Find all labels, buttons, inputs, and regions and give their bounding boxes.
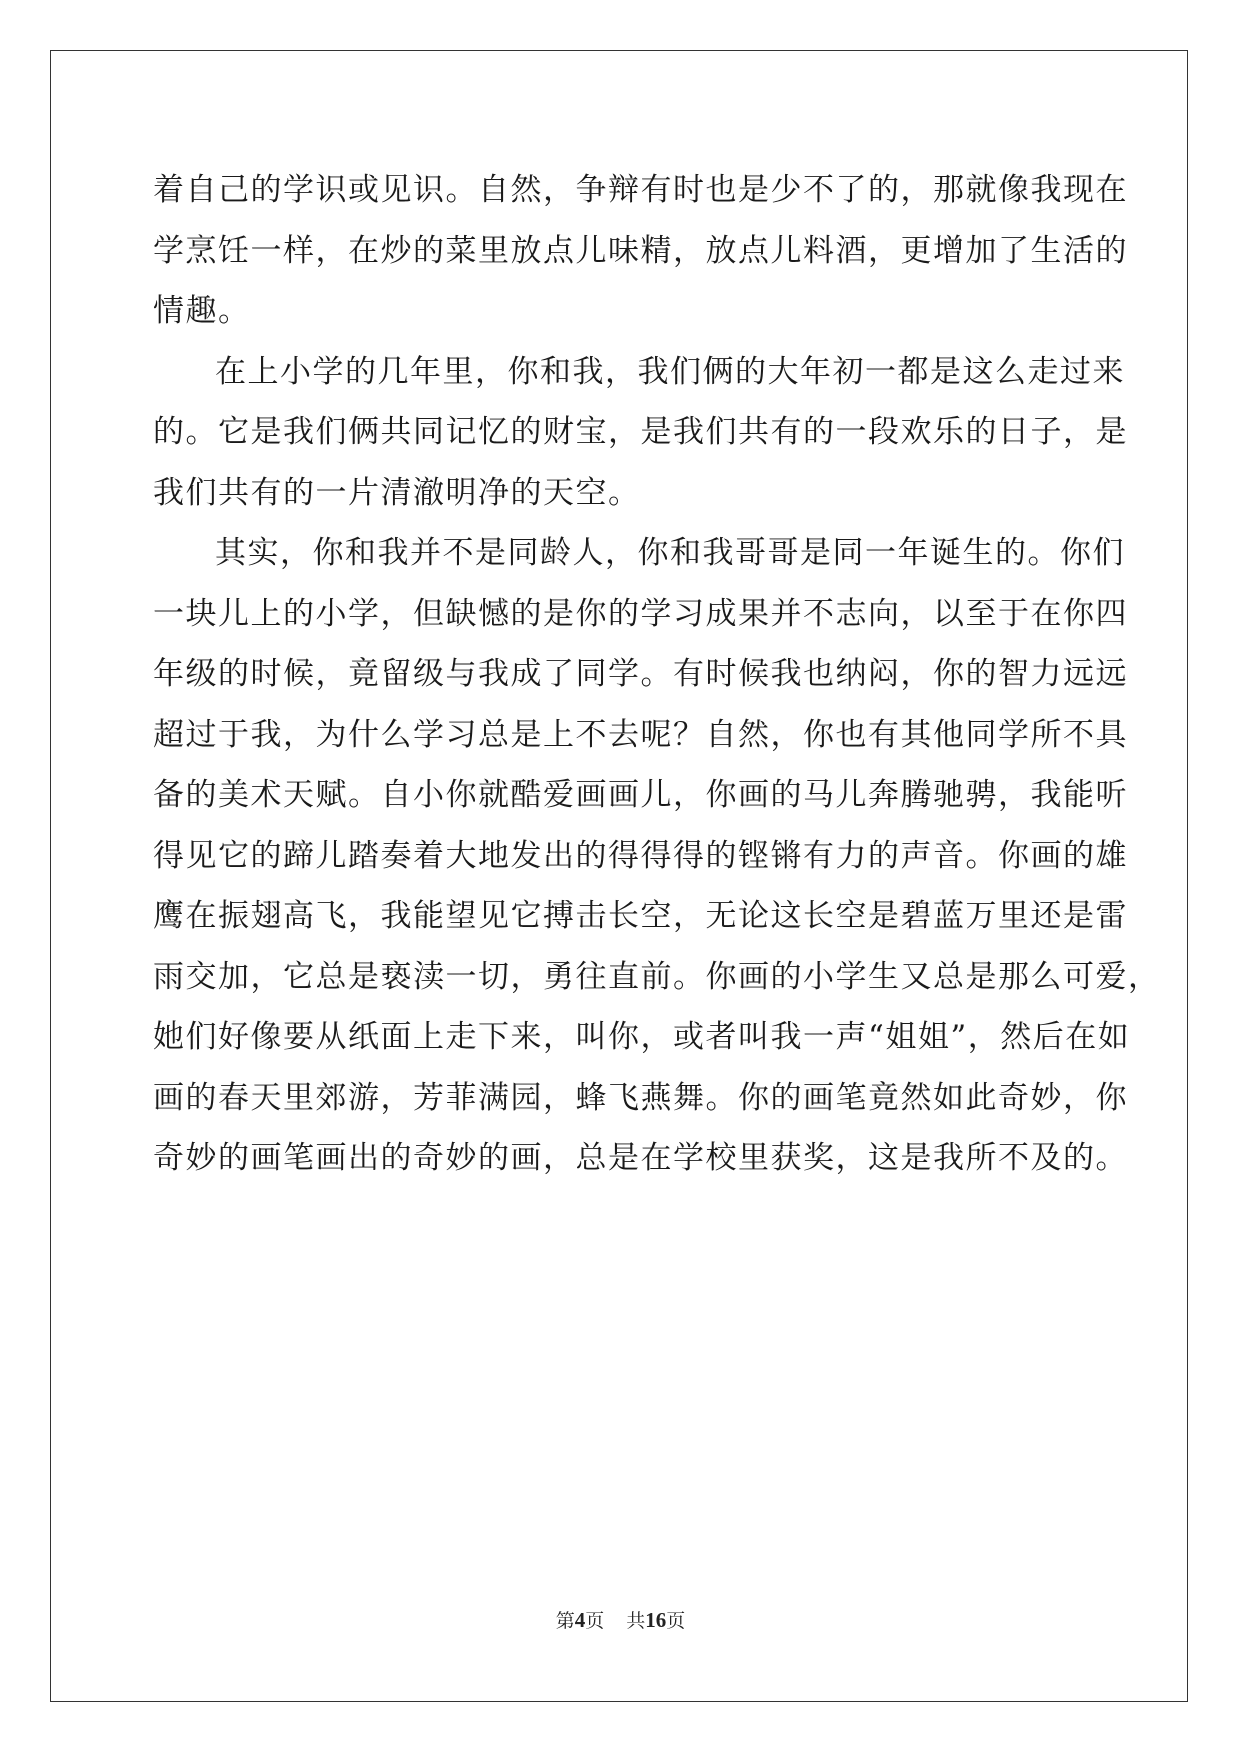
- text-line-4: 在上小学的几年里，你和我，我们俩的大年初一都是这么走过来: [215, 353, 1125, 390]
- text-line-11: 备的美术天赋。自小你就酷爱画画儿，你画的马儿奔腾驰骋，我能听: [153, 777, 1128, 813]
- text-line-13: 鹰在振翅高飞，我能望见它搏击长空，无论这长空是碧蓝万里还是雷: [153, 898, 1128, 934]
- page-prefix: 第: [555, 1610, 575, 1632]
- text-line-2: 学烹饪一样，在炒的菜里放点儿味精，放点儿料酒，更增加了生活的: [153, 232, 1128, 269]
- page-suffix: 页: [585, 1610, 605, 1632]
- text-line-15: 她们好像要从纸面上走下来，叫你，或者叫我一声“姐姐”，然后在如: [153, 1019, 1131, 1055]
- text-line-17: 奇妙的画笔画出的奇妙的画，总是在学校里获奖，这是我所不及的。: [153, 1140, 1128, 1176]
- total-pages: 16: [645, 1608, 667, 1632]
- document-body: [153, 160, 1161, 1189]
- text-line-12: 得见它的蹄儿踏奏着大地发出的得得得的铿锵有力的声音。你画的雄: [153, 837, 1128, 874]
- total-suffix: 页: [666, 1610, 686, 1632]
- text-line-16: 画的春天里郊游，芳菲满园，蜂飞燕舞。你的画笔竟然如此奇妙，你: [153, 1079, 1128, 1116]
- text-line-5: 的。它是我们俩共同记忆的财宝，是我们共有的一段欢乐的日子，是: [153, 414, 1128, 450]
- total-prefix: 共: [626, 1610, 646, 1632]
- text-line-7: 其实，你和我并不是同龄人，你和我哥哥是同一年诞生的。你们: [215, 535, 1125, 571]
- text-line-8: 一块儿上的小学，但缺憾的是你的学习成果并不志向，以至于在你四: [153, 595, 1128, 632]
- page-footer: [0, 1606, 1241, 1633]
- text-line-3: 情趣。: [153, 293, 251, 329]
- page-number: 4: [574, 1608, 586, 1632]
- text-line-14: 雨交加，它总是亵渎一切，勇往直前。你画的小学生又总是那么可爱，: [153, 958, 1161, 995]
- text-line-1: 着自己的学识或见识。自然，争辩有时也是少不了的，那就像我现在: [153, 172, 1128, 208]
- text-line-6: 我们共有的一片清澈明净的天空。: [153, 474, 641, 511]
- text-line-9: 年级的时候，竟留级与我成了同学。有时候我也纳闷，你的智力远远: [153, 656, 1128, 692]
- text-line-10: 超过于我，为什么学习总是上不去呢？自然，你也有其他同学所不具: [153, 716, 1128, 753]
